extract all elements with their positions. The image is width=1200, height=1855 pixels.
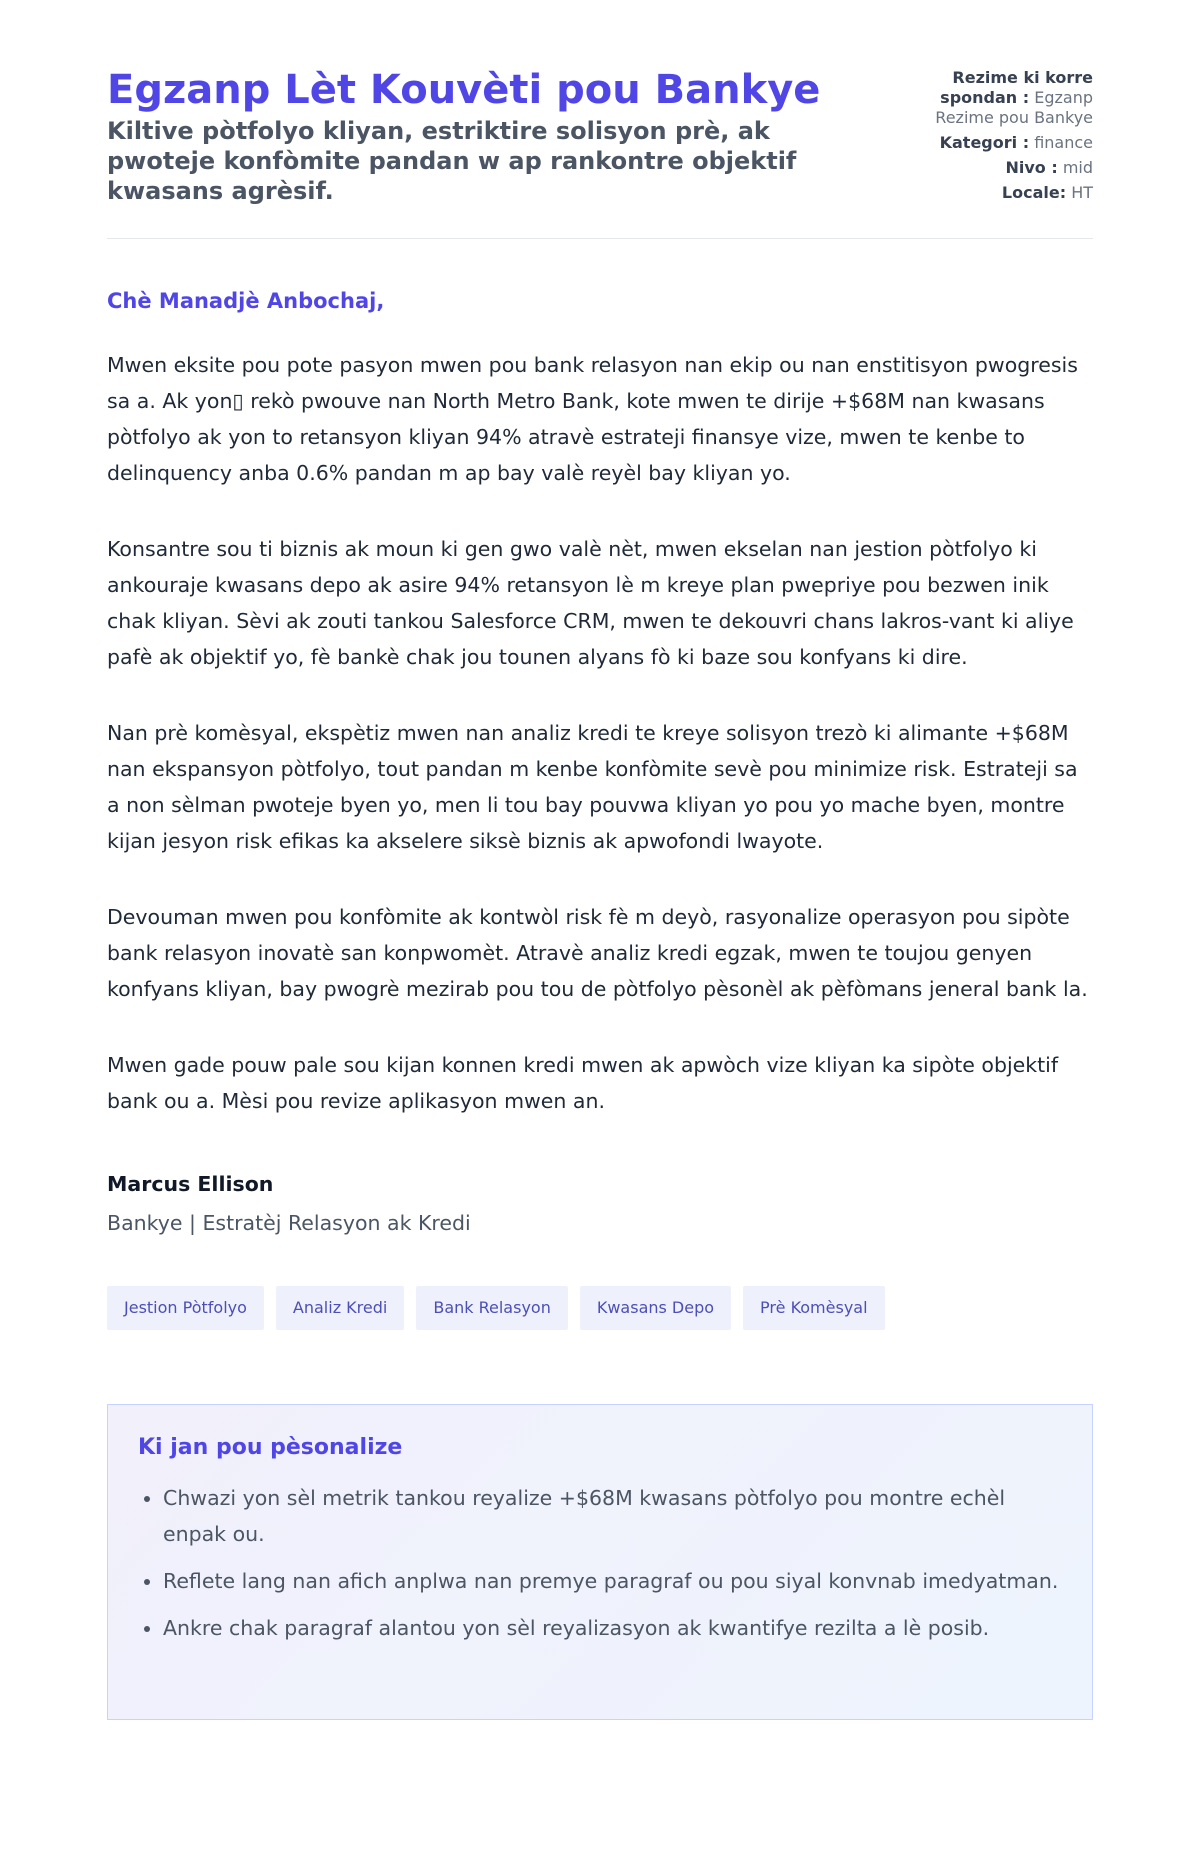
metadata-panel [898, 62, 1093, 208]
tip-item: • Ankre chak paragraf alantou yon sèl reyalizasyon ak kwantifye rezilta a lè posib. [163, 1610, 1062, 1646]
letter-paragraph: Devouman mwen pou konfòmite ak kontwòl risk fè m deyò, rasyonalize operasyon pou sipòte bank relasyon inovatè san konpwomèt. Atravè analiz kredi egzak, mwen te toujou genyen konfyans kliyan, bay pwogrè mezirab pou tou de pòtfolyo pèsonèl ak pèfòmans jeneral bank la. [107, 905, 1088, 1001]
meta-category-label: Kategori : [939, 133, 1030, 152]
page-header [107, 62, 1093, 239]
meta-locale-label: Locale: [1001, 183, 1067, 202]
signature-title: Bankye | Estratèj Relasyon ak Kredi [107, 1211, 471, 1235]
letter-paragraph: Mwen gade pouw pale sou kijan konnen kredi mwen ak apwòch vize kliyan ka sipòte objektif bank ou a. Mèsi pou revize aplikasyon mwen an. [107, 1053, 1059, 1113]
header-titles [107, 62, 867, 206]
skill-tag: Jestion Pòtfolyo [107, 1286, 264, 1330]
tips-title: Ki jan pou pèsonalize [138, 1435, 403, 1460]
skill-tag: Kwasans Depo [580, 1286, 731, 1330]
tip-item: • Chwazi yon sèl metrik tankou reyalize +$68M kwasans pòtfolyo pou montre echèl enpak ou. [163, 1480, 1062, 1552]
letter-paragraph: Nan prè komèsyal, ekspètiz mwen nan analiz kredi te kreye solisyon trezò ki alimante +$68M nan ekspansyon pòtfolyo, tout pandan m kenbe konfòmite sevè pou minimize risk. Estrateji sa a non sèlman pwoteje byen yo, men li tou bay pouvwa kliyan yo pou yo mache byen, montre kijan jesyon risk efikas ka akselere siksè biznis ak apwofondi lwayote. [107, 721, 1078, 853]
tip-item: • Reflete lang nan afich anplwa nan premye paragraf ou pou siyal konvnab imedyatman. [163, 1563, 1062, 1599]
letter-body [107, 347, 1093, 1119]
skill-tag: Prè Komèsyal [743, 1286, 885, 1330]
meta-locale [898, 183, 1093, 203]
meta-locale-value: HT [1071, 183, 1093, 202]
personalization-tips-box [107, 1404, 1093, 1720]
meta-summary-value: Egzanp Rezime pou Bankye [935, 88, 1093, 127]
meta-summary [898, 68, 1093, 128]
meta-category [898, 133, 1093, 153]
page-title: Egzanp Lèt Kouvèti pou Bankye [107, 67, 821, 113]
skill-tags [107, 1286, 1093, 1330]
meta-category-value: finance [1034, 133, 1093, 152]
meta-summary-label: Rezime ki korre spondan : [940, 68, 1093, 107]
meta-level-value: mid [1062, 158, 1093, 177]
skill-tag: Analiz Kredi [276, 1286, 404, 1330]
letter-paragraph: Mwen eksite pou pote pasyon mwen pou bank relasyon nan ekip ou nan enstitisyon pwogresis sa a. Ak yon▯ rekò pwouve nan North Metro Bank, kote mwen te dirije +$68M nan kwasans pòtfolyo ak yon to retansyon kliyan 94% atravè estrateji finansye vize, mwen te kenbe to delinquency anba 0.6% pandan m ap bay valè reyèl bay kliyan yo. [107, 353, 1078, 485]
letter-paragraph: Konsantre sou ti biznis ak moun ki gen gwo valè nèt, mwen ekselan nan jestion pòtfolyo ki ankouraje kwasans depo ak asire 94% retansyon lè m kreye plan pwepriye pou bezwen inik chak kliyan. Sèvi ak zouti tankou Salesforce CRM, mwen te dekouvri chans lakros-vant ki aliye pafè ak objektif yo, fè bankè chak jou tounen alyans fò ki baze sou konfyans ki dire. [107, 537, 1074, 669]
signature-name: Marcus Ellison [107, 1172, 274, 1196]
letter-greeting: Chè Manadjè Anbochaj, [107, 289, 385, 313]
meta-level [898, 158, 1093, 178]
tips-list [138, 1480, 1062, 1646]
page-subtitle: Kiltive pòtfolyo kliyan, estriktire solisyon prè, ak pwoteje konfòmite pandan w ap rankontre objektif kwasans agrèsif. [107, 117, 797, 205]
skill-tag: Bank Relasyon [416, 1286, 568, 1330]
meta-level-label: Nivo : [1005, 158, 1058, 177]
